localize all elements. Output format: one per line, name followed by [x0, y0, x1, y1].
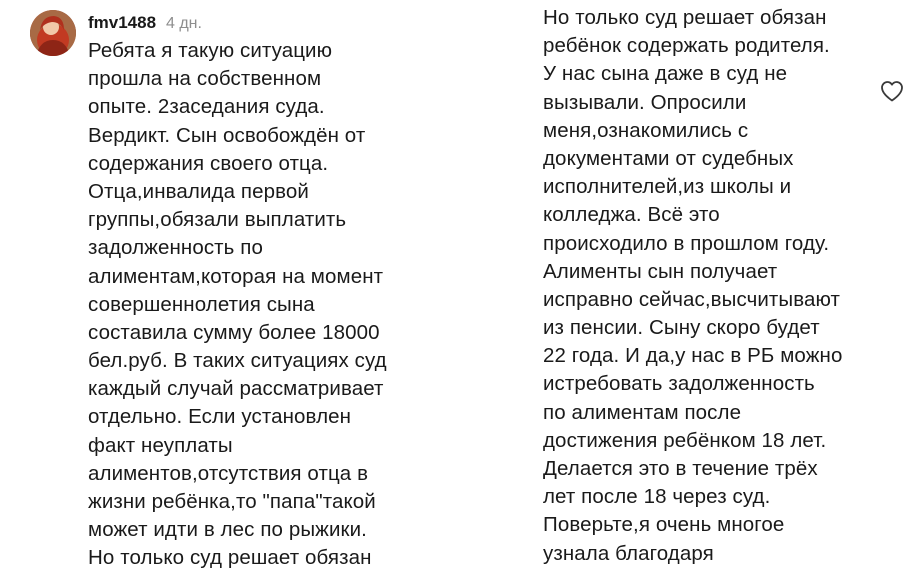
- comment-line: каждый случай рассматривает: [88, 377, 384, 401]
- avatar-image: [30, 10, 76, 56]
- comment-line: составила сумму более 18000: [88, 320, 380, 344]
- comment-line: Делается это в течение трёх: [543, 457, 818, 480]
- comment-line: исполнителей,из школы и: [543, 175, 792, 199]
- comment-line: достижения ребёнком 18 лет.: [543, 428, 827, 452]
- comment-line: опыте. 2заседания суда.: [88, 95, 325, 119]
- comment-line: документами от судебных: [543, 146, 794, 170]
- comment-line: ребёнок содержать родителя.: [543, 34, 830, 58]
- comment-line: Поверьте,я очень многое: [543, 513, 785, 537]
- comment-line: У нас сына даже в суд не: [543, 62, 788, 86]
- comment-line: жизни ребёнка,то "папа"такой: [88, 490, 376, 513]
- comment-timestamp: 4 дн.: [166, 15, 202, 32]
- comment-line: совершеннолетия сына: [88, 292, 315, 316]
- comment-line: Алименты сын получает: [543, 259, 778, 283]
- heart-outline-icon[interactable]: [880, 80, 904, 102]
- comment-line: Но только суд решает обязан: [88, 546, 372, 570]
- comment-line: лет после 18 через суд.: [543, 485, 771, 509]
- comment-line: колледжа. Всё это: [543, 203, 720, 227]
- comment-line: Отца,инвалида первой: [88, 179, 309, 203]
- comment-line: происходило в прошлом году.: [543, 231, 830, 255]
- comment-line: Но только суд решает обязан: [543, 6, 827, 29]
- comment-line: Вердикт. Сын освобождён от: [88, 123, 366, 147]
- comment-line: содержания своего отца.: [88, 151, 329, 175]
- comment-line: прошла на собственном: [88, 67, 322, 91]
- comment-line: вызывали. Опросили: [543, 90, 747, 114]
- comment-line: по алиментам после: [543, 400, 742, 424]
- comment-line: Ребята я такую ситуацию: [88, 39, 333, 62]
- comment-line: задолженность по: [88, 236, 263, 260]
- comment-line: факт неуплаты: [88, 433, 233, 457]
- comment-line: бел.руб. В таких ситуациях суд: [88, 349, 387, 373]
- comment-text-left-column: [88, 37, 508, 573]
- comment-line: узнала благодаря: [543, 541, 714, 565]
- comment-text-right-column: [543, 4, 883, 568]
- comment-line: группы,обязали выплатить: [88, 208, 347, 232]
- comment-line: истребовать задолженность: [543, 372, 815, 396]
- comment-line: меня,ознакомились с: [543, 118, 749, 142]
- comment-line: алиментам,которая на момент: [88, 264, 384, 288]
- comment-line: может идти в лес по рыжики.: [88, 518, 367, 542]
- comment-line: исправно сейчас,высчитывают: [543, 287, 841, 311]
- comment-line: алиментов,отсутствия отца в: [88, 461, 369, 485]
- username[interactable]: fmv1488: [88, 13, 157, 32]
- avatar[interactable]: [30, 10, 76, 56]
- comment-line: отдельно. Если установлен: [88, 405, 352, 429]
- comment-line: из пенсии. Сыну скоро будет: [543, 316, 820, 340]
- comment-line: 22 года. И да,у нас в РБ можно: [543, 344, 843, 368]
